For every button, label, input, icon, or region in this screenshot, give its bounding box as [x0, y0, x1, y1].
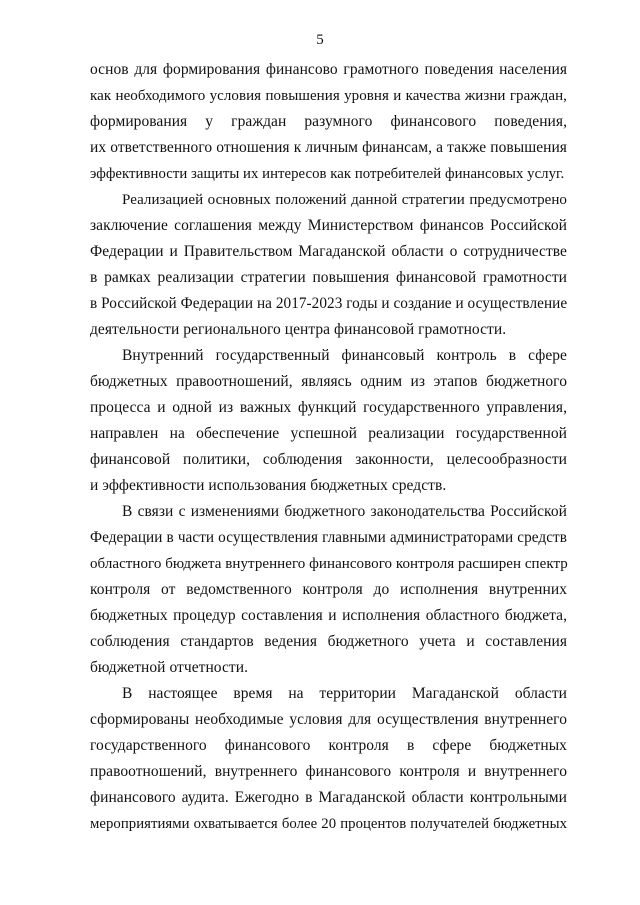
text-line: соблюдения стандартов ведения бюджетного учета и составления [90, 633, 567, 650]
text-line: направлен на обеспечение успешной реализации государственной [90, 425, 567, 442]
text-line: в рамках реализации стратегии повышения финансовой грамотности [90, 269, 567, 286]
text-line: В связи с изменениями бюджетного законодательства Российской [122, 503, 567, 520]
text-line: как необходимого условия повышения уровня и качества жизни граждан, [90, 88, 567, 104]
text-line: Внутренний государственный финансовый контроль в сфере [122, 347, 567, 364]
text-line: Реализацией основных положений данной стратегии предусмотрено [122, 192, 567, 208]
text-line: и эффективности использования бюджетных средств. [90, 477, 447, 494]
text-line: деятельности регионального центра финансовой грамотности. [90, 321, 507, 338]
text-line: бюджетных процедур составления и исполнения областного бюджета, [90, 607, 567, 624]
text-line: заключение соглашения между Министерством финансов Российской [90, 217, 567, 234]
text-line: финансового аудита. Ежегодно в Магаданской области контрольными [90, 789, 567, 806]
text-line: Федерации в части осуществления главными администраторами средств [90, 529, 567, 546]
text-line: их ответственного отношения к личным финансам, а также повышения [90, 139, 567, 156]
page-number: 5 [316, 32, 324, 48]
text-line: в Российской Федерации на 2017-2023 годы и создание и осуществление [90, 295, 568, 312]
text-line: эффективности защиты их интересов как потребителей финансовых услуг. [90, 166, 565, 182]
text-line: контроля от ведомственного контроля до исполнения внутренних [90, 581, 567, 598]
text-line: формирования у граждан разумного финансового поведения, [90, 113, 567, 130]
text-line: В настоящее время на территории Магаданской области [122, 685, 567, 702]
text-line: областного бюджета внутреннего финансового контроля расширен спектр [90, 556, 568, 572]
text-line: основ для формирования финансово грамотного поведения населения [90, 61, 567, 78]
text-line: бюджетных правоотношений, являясь одним из этапов бюджетного [90, 373, 567, 390]
text-line: процесса и одной из важных функций государственного управления, [90, 399, 567, 416]
text-line: Федерации и Правительством Магаданской области о сотрудничестве [90, 243, 567, 260]
text-line: мероприятиями охватывается более 20 процентов получателей бюджетных [90, 816, 567, 832]
text-line: правоотношений, внутреннего финансового контроля и внутреннего [90, 763, 567, 780]
text-line: финансовой политики, соблюдения законности, целесообразности [90, 451, 567, 468]
text-line: государственного финансового контроля в сфере бюджетных [90, 737, 567, 754]
text-line: бюджетной отчетности. [90, 659, 249, 676]
text-line: сформированы необходимые условия для осуществления внутреннего [90, 711, 567, 728]
